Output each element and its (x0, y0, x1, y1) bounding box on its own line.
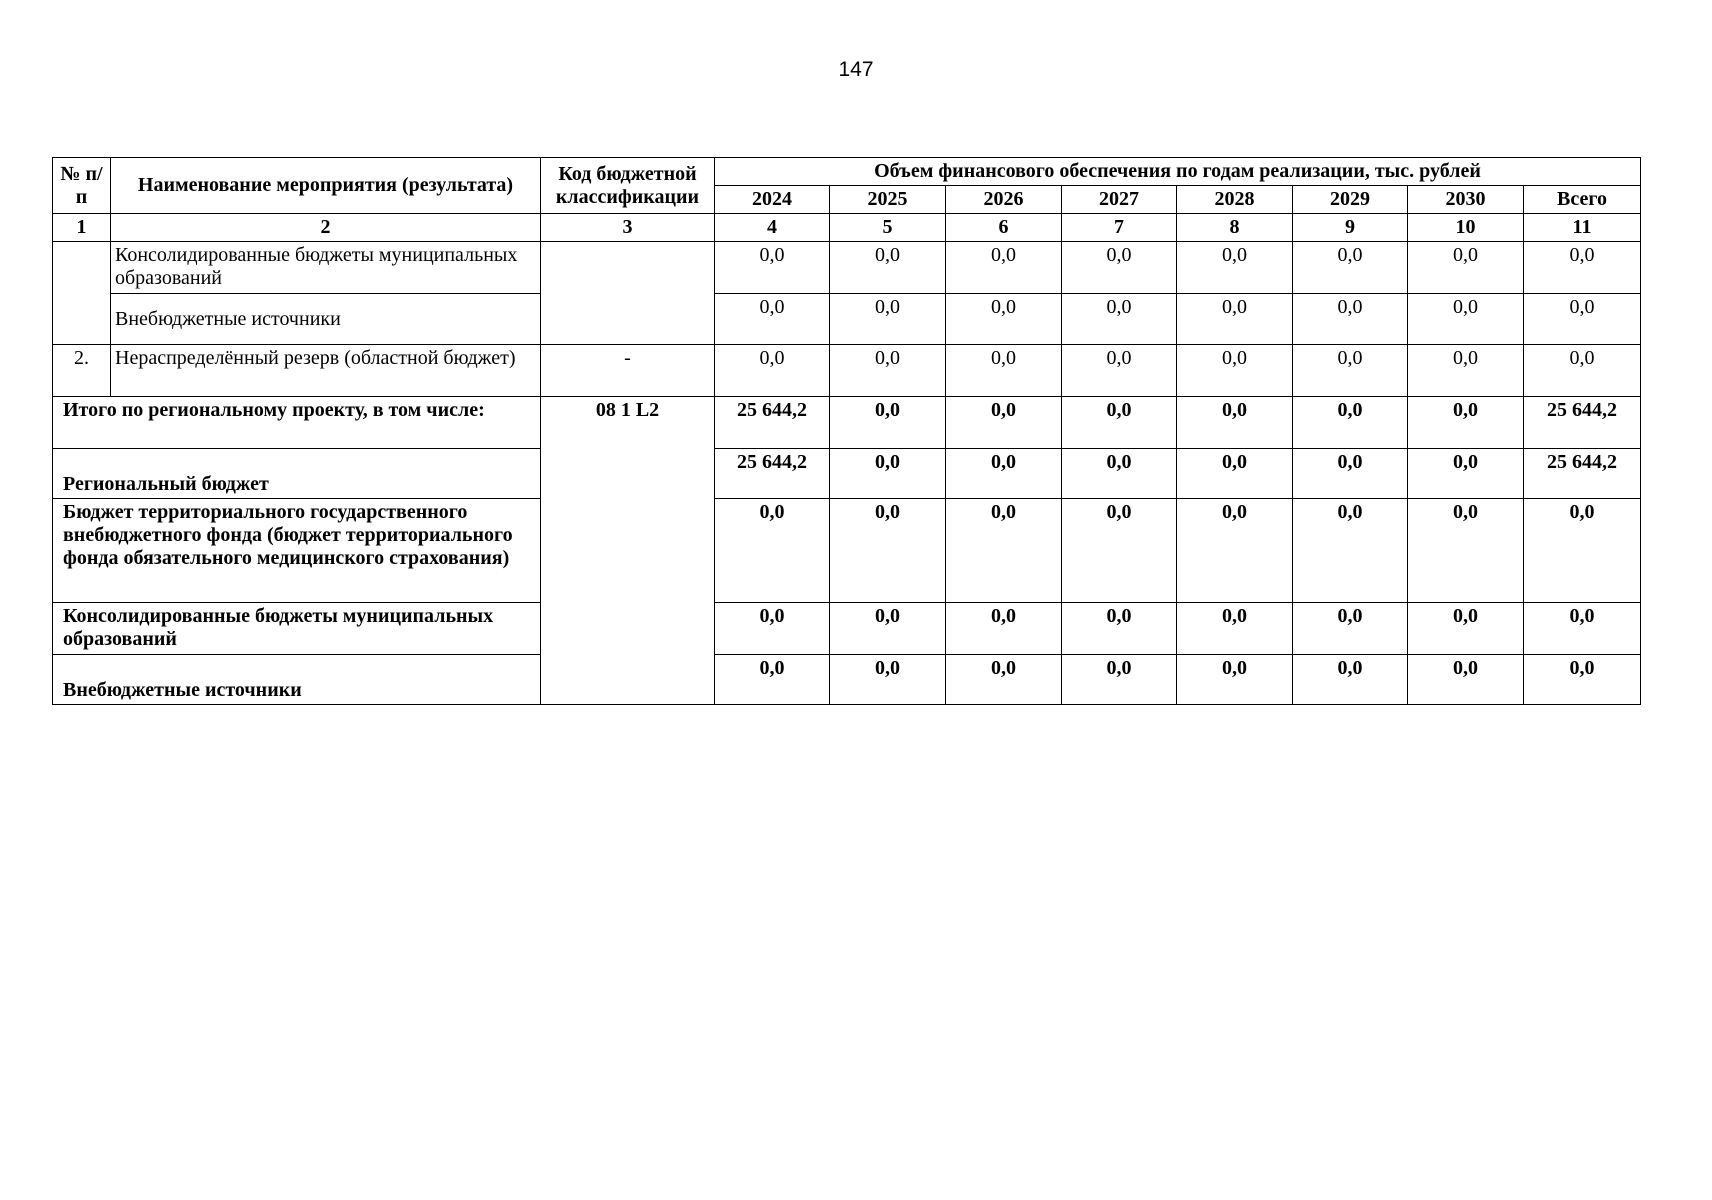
header-code: Код бюджетной классификации (541, 158, 715, 214)
total-value: 0,0 (1062, 449, 1177, 499)
total-code: 08 1 L2 (541, 397, 715, 705)
row-value: 0,0 (946, 345, 1062, 397)
column-number: 6 (946, 214, 1062, 242)
total-row (53, 655, 1641, 705)
total-row-name: Итого по региональному проекту, в том числе: (53, 397, 541, 449)
total-value: 0,0 (1062, 603, 1177, 655)
total-value: 0,0 (946, 603, 1062, 655)
header-year: 2025 (830, 186, 946, 214)
total-value: 0,0 (1408, 655, 1524, 705)
total-value: 0,0 (830, 499, 946, 603)
total-value: 0,0 (1062, 397, 1177, 449)
row-value: 0,0 (1293, 345, 1408, 397)
total-value: 0,0 (1524, 499, 1641, 603)
column-number: 8 (1177, 214, 1293, 242)
column-number: 9 (1293, 214, 1408, 242)
total-value: 0,0 (715, 655, 830, 705)
row-value: 0,0 (1293, 294, 1408, 345)
header-year: 2030 (1408, 186, 1524, 214)
row-num: 2. (53, 345, 111, 397)
row-value: 0,0 (715, 345, 830, 397)
total-row-name: Бюджет территориального государственного внебюджетного фонда (бюджет территориального фонда обязательного медицинского страхования) (53, 499, 541, 603)
total-value: 0,0 (1062, 499, 1177, 603)
total-value: 0,0 (830, 655, 946, 705)
total-value: 0,0 (946, 499, 1062, 603)
header-name: Наименование мероприятия (результата) (111, 158, 541, 214)
row-name: Внебюджетные источники (111, 294, 541, 345)
row-name: Нераспределённый резерв (областной бюджет) (111, 345, 541, 397)
row-value: 0,0 (1062, 294, 1177, 345)
header-num: № п/п (53, 158, 111, 214)
row-value: 0,0 (946, 294, 1062, 345)
row-code (541, 242, 715, 345)
header-year: 2028 (1177, 186, 1293, 214)
total-value: 0,0 (830, 603, 946, 655)
row-value: 0,0 (830, 242, 946, 294)
total-value: 0,0 (715, 499, 830, 603)
row-value: 0,0 (946, 242, 1062, 294)
row-value: 0,0 (715, 242, 830, 294)
budget-table (52, 157, 1641, 705)
column-number: 11 (1524, 214, 1641, 242)
total-value: 0,0 (715, 603, 830, 655)
total-value: 0,0 (1177, 603, 1293, 655)
header-volume: Объем финансового обеспечения по годам реализации, тыс. рублей (715, 158, 1641, 186)
total-value: 25 644,2 (715, 397, 830, 449)
row-num (53, 242, 111, 345)
total-row (53, 499, 1641, 603)
column-number: 7 (1062, 214, 1177, 242)
header-year: 2029 (1293, 186, 1408, 214)
total-value: 0,0 (830, 397, 946, 449)
column-number: 2 (111, 214, 541, 242)
total-value: 0,0 (946, 397, 1062, 449)
row-value: 0,0 (830, 345, 946, 397)
row-value: 0,0 (1177, 294, 1293, 345)
table-row (53, 345, 1641, 397)
total-value: 0,0 (1177, 499, 1293, 603)
column-number: 5 (830, 214, 946, 242)
page-number: 147 (838, 58, 874, 81)
table-row (53, 242, 1641, 294)
total-row-name: Региональный бюджет (53, 449, 541, 499)
total-value: 0,0 (830, 449, 946, 499)
total-value: 25 644,2 (1524, 449, 1641, 499)
total-value: 0,0 (1524, 603, 1641, 655)
total-value: 0,0 (1524, 655, 1641, 705)
column-number: 3 (541, 214, 715, 242)
total-value: 0,0 (1408, 499, 1524, 603)
row-value: 0,0 (1062, 345, 1177, 397)
total-value: 0,0 (1293, 655, 1408, 705)
total-value: 25 644,2 (715, 449, 830, 499)
table-row (53, 294, 1641, 345)
total-value: 0,0 (1177, 655, 1293, 705)
total-value: 0,0 (1408, 397, 1524, 449)
row-value: 0,0 (1408, 345, 1524, 397)
row-value: 0,0 (1177, 345, 1293, 397)
row-value: 0,0 (1293, 242, 1408, 294)
row-value: 0,0 (715, 294, 830, 345)
column-number: 1 (53, 214, 111, 242)
total-value: 0,0 (1408, 449, 1524, 499)
total-value: 0,0 (946, 449, 1062, 499)
header-year: 2026 (946, 186, 1062, 214)
total-row-name: Внебюджетные источники (53, 655, 541, 705)
total-row (53, 603, 1641, 655)
total-row (53, 449, 1641, 499)
total-row (53, 397, 1641, 449)
row-name: Консолидированные бюджеты муниципальных образований (111, 242, 541, 294)
total-value: 0,0 (1408, 603, 1524, 655)
column-number-row (53, 214, 1641, 242)
total-value: 0,0 (1293, 397, 1408, 449)
row-value: 0,0 (830, 294, 946, 345)
row-value: 0,0 (1524, 294, 1641, 345)
row-code: - (541, 345, 715, 397)
row-value: 0,0 (1408, 242, 1524, 294)
total-value: 0,0 (1062, 655, 1177, 705)
total-value: 0,0 (1177, 397, 1293, 449)
total-row-name: Консолидированные бюджеты муниципальных образований (53, 603, 541, 655)
row-value: 0,0 (1524, 345, 1641, 397)
total-value: 0,0 (1293, 499, 1408, 603)
row-value: 0,0 (1408, 294, 1524, 345)
column-number: 10 (1408, 214, 1524, 242)
total-value: 0,0 (1177, 449, 1293, 499)
total-value: 0,0 (1293, 603, 1408, 655)
header-total: Всего (1524, 186, 1641, 214)
header-year: 2024 (715, 186, 830, 214)
row-value: 0,0 (1524, 242, 1641, 294)
total-value: 0,0 (1293, 449, 1408, 499)
total-value: 0,0 (946, 655, 1062, 705)
row-value: 0,0 (1062, 242, 1177, 294)
header-year: 2027 (1062, 186, 1177, 214)
column-number: 4 (715, 214, 830, 242)
total-value: 25 644,2 (1524, 397, 1641, 449)
row-value: 0,0 (1177, 242, 1293, 294)
